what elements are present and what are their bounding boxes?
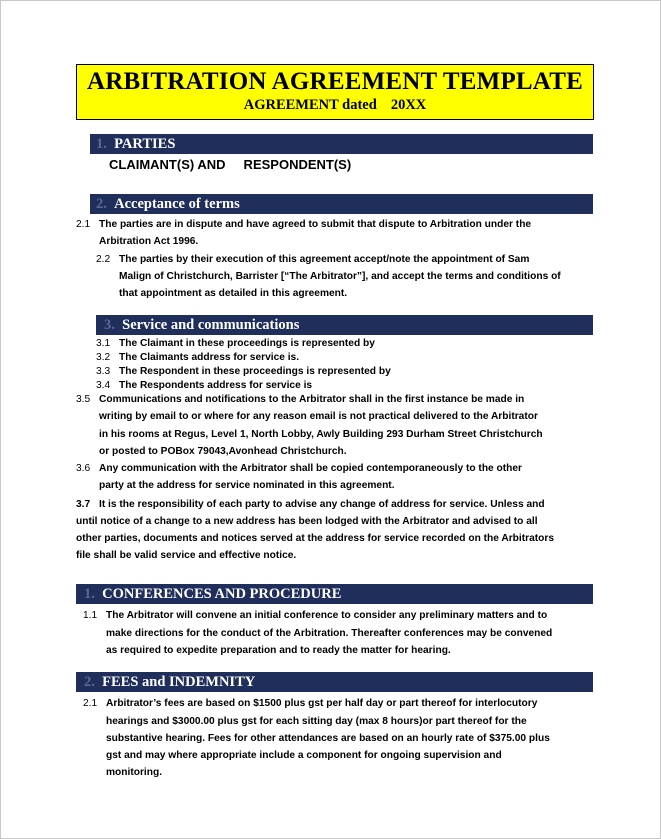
clause-number: 2.1: [83, 698, 98, 709]
clause-text-line: as required to expedite preparation and to ready the matter for hearing.: [106, 645, 451, 656]
section-heading-service: [96, 315, 593, 335]
clause-2-1: [76, 218, 531, 231]
clause-text: The Claimant in these proceedings is represented by: [119, 338, 375, 349]
clause-text-line: or posted to POBox 79043,Avonhead Christchurch.: [99, 446, 347, 457]
clause-text: The parties are in dispute and have agreed to submit that dispute to Arbitration under the: [99, 219, 532, 230]
clause-number: 3.3: [96, 366, 111, 377]
section-label: Acceptance of terms: [114, 196, 240, 212]
document-title: ARBITRATION AGREEMENT TEMPLATE: [87, 68, 583, 95]
agreement-dated-label: AGREEMENT dated: [243, 97, 377, 113]
clause-number: 3.7: [76, 499, 91, 510]
clause-1-1: [83, 609, 547, 622]
clause-2-2: [96, 253, 529, 266]
clause-number: 2.1: [76, 219, 91, 230]
clause-3-7: [76, 498, 545, 511]
clause-text: Communications and notifications to the Arbitrator shall in the first instance be made in: [99, 394, 525, 405]
clause-number: 2.2: [96, 254, 111, 265]
section-number: 1.: [96, 136, 107, 152]
clause-text-line: hearings and $3000.00 plus gst for each sitting day (max 8 hours)or part thereof for the: [106, 716, 527, 727]
clause-3-4: [96, 379, 312, 392]
clause-number: 1.1: [83, 610, 98, 621]
clause-text-line: substantive hearing. Fees for other attendances are based on an hourly rate of $375.00 plus: [106, 733, 550, 744]
clause-number: 3.4: [96, 380, 111, 391]
section-number: 1.: [84, 586, 95, 602]
clause-text: Any communication with the Arbitrator shall be copied contemporaneously to the other: [99, 463, 523, 474]
clause-text-line: make directions for the conduct of the Arbitration. Thereafter conferences may be convened: [106, 628, 553, 639]
section-number: 3.: [104, 317, 115, 333]
title-banner: [76, 64, 594, 120]
section-number: 2.: [84, 674, 95, 690]
section-heading-acceptance: [90, 194, 593, 214]
clause-text-line: until notice of a change to a new address has been lodged with the Arbitrator and advised to all: [76, 516, 538, 527]
clause-3-6: [76, 462, 522, 475]
clause-text: It is the responsibility of each party to advise any change of address for service. Unless and: [99, 499, 545, 510]
clause-number: 3.6: [76, 463, 91, 474]
clause-text: The parties by their execution of this agreement accept/note the appointment of Sam: [119, 254, 530, 265]
clause-text-line: file shall be valid service and effective notice.: [76, 550, 297, 561]
clause-number: 3.5: [76, 394, 91, 405]
clause-text: The Respondent in these proceedings is represented by: [119, 366, 391, 377]
section-label: CONFERENCES AND PROCEDURE: [102, 586, 342, 602]
clause-text-line: writing by email to or where for any reason email is not practical delivered to the Arbitrator: [99, 411, 538, 422]
section-heading-parties: [90, 134, 593, 154]
clause-fees-2-1: [83, 697, 537, 710]
clause-text: The Respondents address for service is: [119, 380, 313, 391]
parties-line: CLAIMANT(S) AND RESPONDENT(S): [109, 157, 352, 172]
section-label: FEES and INDEMNITY: [102, 674, 256, 690]
section-heading-fees: [76, 672, 593, 692]
clause-text-line: gst and may where appropriate include a component for ongoing supervision and: [106, 750, 502, 761]
clause-number: 3.2: [96, 352, 111, 363]
agreement-year: 20XX: [390, 97, 427, 113]
clause-number: 3.1: [96, 338, 111, 349]
clause-text-line: that appointment as detailed in this agreement.: [119, 288, 348, 299]
clause-text-line: Malign of Christchurch, Barrister [“The Arbitrator”], and accept the terms and conditions of: [119, 271, 561, 282]
clause-text: The Claimants address for service is.: [119, 352, 300, 363]
clause-text-line: in his rooms at Regus, Level 1, North Lobby, Awly Building 293 Durham Street Christchurch: [99, 429, 543, 440]
clause-3-2: [96, 351, 299, 364]
agreement-dated-line: [77, 97, 593, 114]
section-label: Service and communications: [122, 317, 300, 333]
clause-text-line: party at the address for service nominated in this agreement.: [99, 480, 395, 491]
clause-3-1: [96, 337, 375, 350]
section-number: 2.: [96, 196, 107, 212]
section-label: PARTIES: [114, 136, 176, 152]
clause-text-line: Arbitration Act 1996.: [99, 236, 199, 247]
clause-3-3: [96, 365, 391, 378]
clause-text: Arbitrator’s fees are based on $1500 plus gst per half day or part thereof for interlocutory: [106, 698, 538, 709]
clause-text-line: monitoring.: [106, 767, 163, 778]
clause-text-line: other parties, documents and notices served at the address for service recorded on the Arbitrators: [76, 533, 555, 544]
section-heading-conferences: [76, 584, 593, 604]
clause-3-5: [76, 393, 524, 406]
clause-text: The Arbitrator will convene an initial conference to consider any preliminary matters and to: [106, 610, 548, 621]
